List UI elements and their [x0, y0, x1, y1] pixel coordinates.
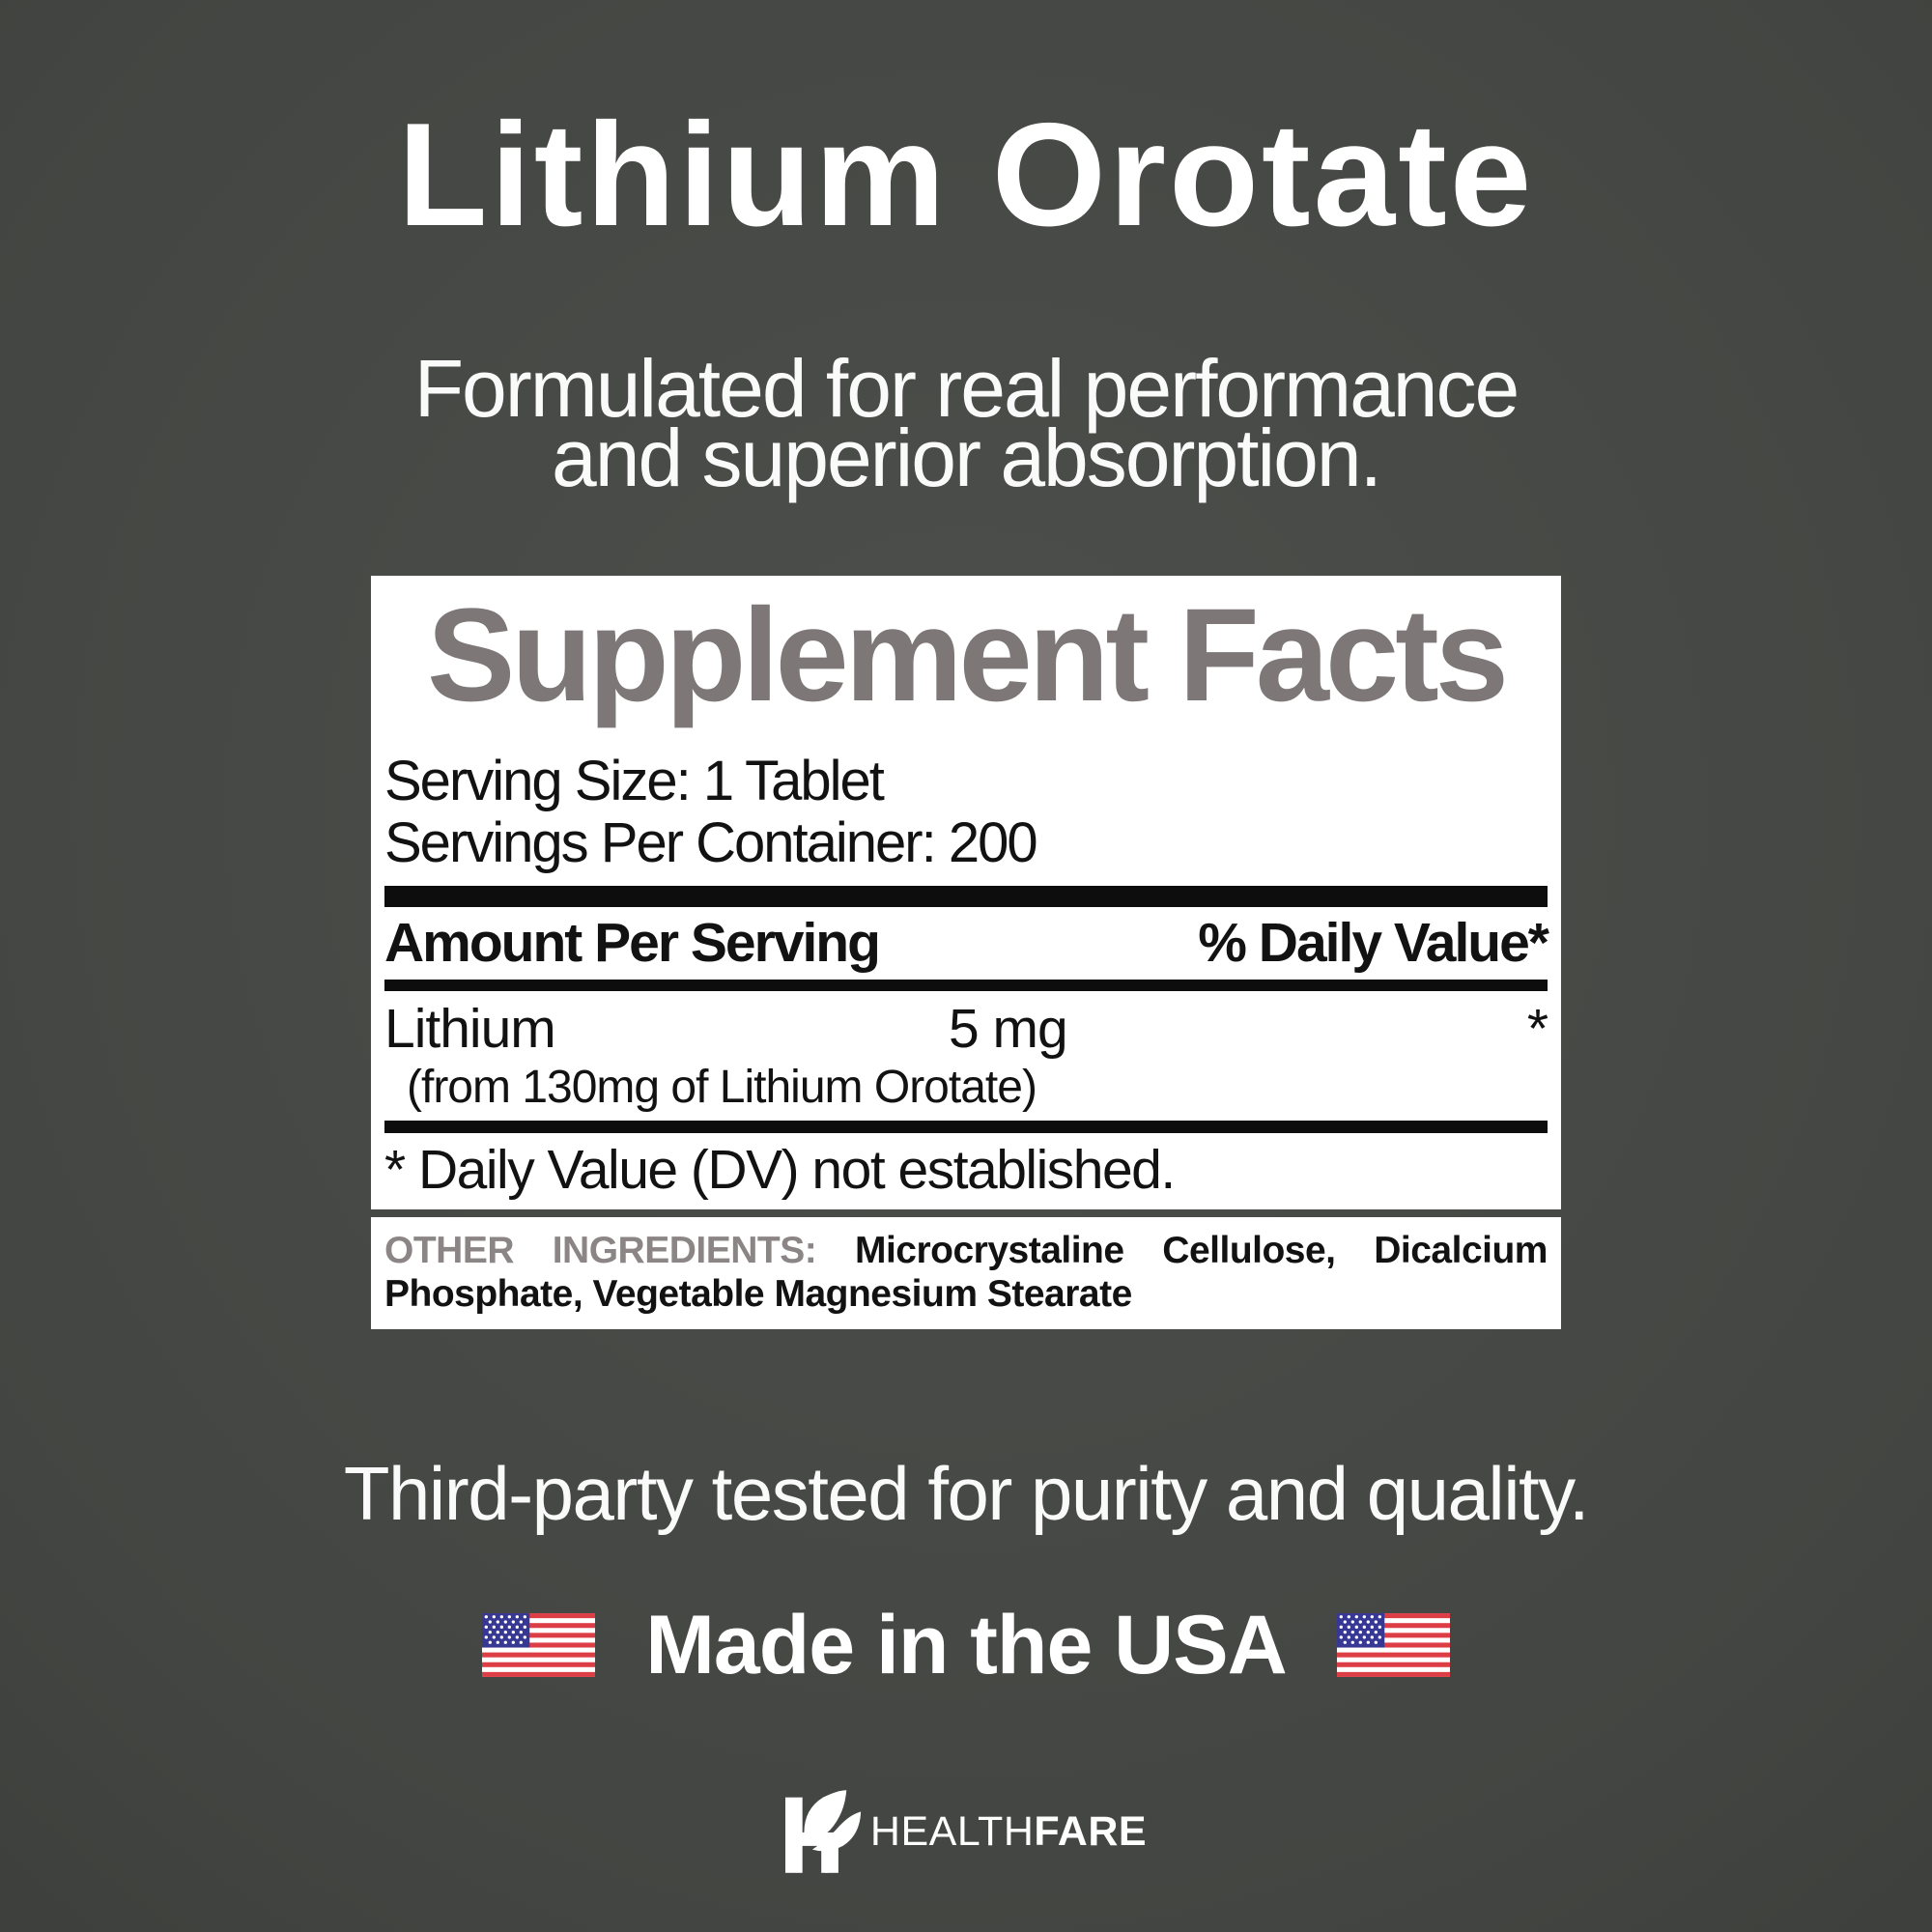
- brand-name-health: HEALTH: [869, 1807, 1035, 1855]
- brand-logo: [0, 1789, 1932, 1874]
- subtitle: [0, 343, 1932, 503]
- other-ingredients: [384, 1229, 1548, 1316]
- daily-value-header: % Daily Value*: [1198, 912, 1548, 974]
- supplement-facts-panel: [371, 576, 1561, 1329]
- other-ingredients-list: Microcrystaline Cellulose, Dicalcium Phosphate, Vegetable Magnesium Stearate: [384, 1230, 1548, 1315]
- us-flag-right-icon: [1337, 1613, 1450, 1677]
- supplement-facts-heading: Supplement Facts: [427, 582, 1505, 729]
- supplement-facts-main-box: [371, 576, 1561, 1209]
- ingredient-daily-value: *: [1526, 998, 1548, 1060]
- divider-bar-thick: [384, 886, 1548, 907]
- tested-note: Third-party tested for purity and quality.: [343, 1451, 1589, 1536]
- facts-header-row: [384, 912, 1548, 974]
- divider-bar-medium: [384, 980, 1548, 991]
- made-in-usa-row: [0, 1599, 1932, 1691]
- divider-bar-thin: [384, 1121, 1548, 1133]
- subtitle-line-2: and superior absorption.: [552, 412, 1380, 503]
- page-title: Lithium Orotate: [397, 93, 1535, 257]
- us-flag-left-icon: [482, 1613, 595, 1677]
- ingredient-amount: 5 mg: [948, 998, 1067, 1060]
- servings-per-container: Servings Per Container: 200: [384, 811, 1037, 874]
- amount-per-serving-header: Amount Per Serving: [384, 912, 879, 974]
- ingredient-source-note: (from 130mg of Lithium Orotate): [407, 1062, 1037, 1113]
- ingredient-name: Lithium: [384, 998, 555, 1060]
- subtitle-line-1: Formulated for real performance: [413, 343, 1519, 434]
- healthfare-leaf-h-icon: [785, 1789, 863, 1874]
- daily-value-footnote: * Daily Value (DV) not established.: [384, 1139, 1175, 1201]
- other-ingredients-label: OTHER INGREDIENTS:: [384, 1230, 817, 1271]
- brand-name: [869, 1807, 1148, 1855]
- ingredient-row: [384, 998, 1548, 1060]
- made-in-usa-label: Made in the USA: [645, 1599, 1287, 1691]
- brand-name-fare: FARE: [1034, 1807, 1148, 1855]
- serving-size: Serving Size: 1 Tablet: [384, 750, 883, 812]
- other-ingredients-box: [371, 1217, 1561, 1329]
